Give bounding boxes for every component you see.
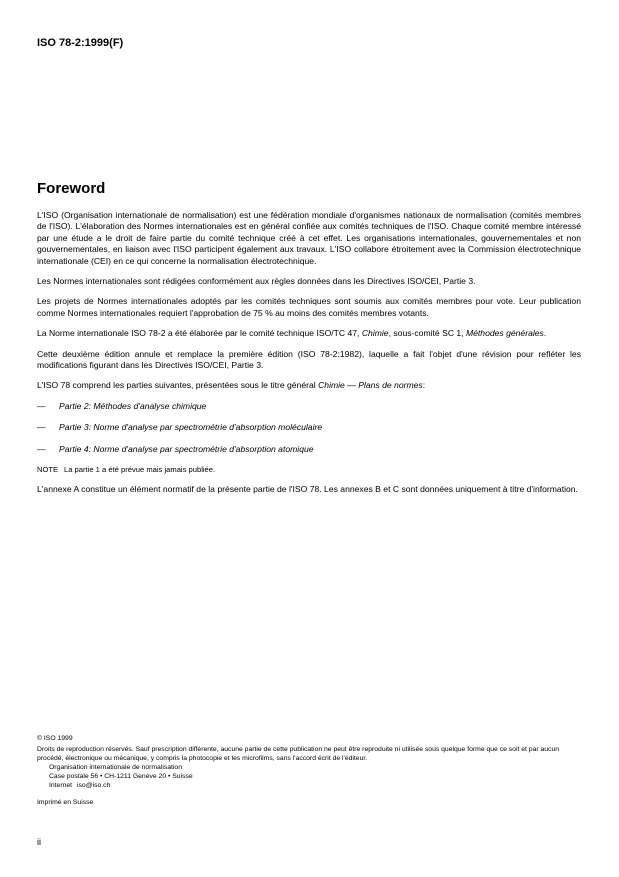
note (37, 465, 581, 475)
committee-text-1: La Norme internationale ISO 78-2 a été élaborée par le comité technique ISO/TC 47, (37, 328, 362, 339)
em-dash-marker: — (37, 400, 46, 411)
list-item (37, 444, 581, 455)
printed-in: Imprimé en Suisse (37, 799, 94, 806)
paragraph-drafting-rules: Les Normes internationales sont rédigées conformément aux règles données dans les Directives ISO/CEI, Partie 3. (37, 276, 476, 287)
paragraph-voting: Les projets de Normes internationales adoptés par les comités techniques sont soumis aux comités membres pour vote. Leur publication comme Normes internationales requiert l'approbation de 75 % au moins des comités membres votants. (37, 296, 581, 318)
part-title: Partie 3: Norme d'analyse par spectrométrie d'absorption moléculaire (59, 422, 323, 433)
publisher-name: Organisation internationale de normalisation (49, 764, 182, 771)
general-title: Chimie — Plans de normes (318, 380, 423, 391)
paragraph-annexes: L'annexe A constitue un élément normatif de la présente partie de l'ISO 78. Les annexes B et C sont données uniquement à titre d'information. (37, 484, 578, 495)
parts-intro-text-2: : (422, 380, 426, 391)
list-item (37, 422, 581, 433)
committee-text-2: , sous-comité SC 1, (388, 328, 466, 339)
subcommittee-name: Méthodes générales (465, 328, 544, 339)
copyright-footer (37, 734, 581, 807)
document-id-header: ISO 78-2:1999(F) (37, 37, 124, 49)
list-item (37, 401, 581, 412)
paragraph-iso-intro: L'ISO (Organisation internationale de normalisation) est une fédération mondiale d'organismes nationaux de normalisation (comités membres de l'ISO). L'élaboration des Normes internationales est en général confiée aux comités techniques de l'ISO. Chaque comité membre intéressé par une étude a le droit de faire partie du comité technique créé à cet effet. Les organisations internationales, gouvernementales et non gouvernementales, en liaison avec l'ISO participent également aux travaux. L'ISO collabore étroitement avec la Commission électrotechnique internationale (CEI) en ce qui concerne la normalisation électrotechnique. (37, 210, 581, 266)
parts-intro-text-1: L'ISO 78 comprend les parties suivantes, présentées sous le titre général (37, 380, 319, 391)
em-dash-marker: — (37, 422, 46, 433)
copyright-notice: © ISO 1999 (37, 735, 73, 742)
em-dash-marker: — (37, 443, 46, 454)
part-title: Partie 4: Norme d'analyse par spectrométrie d'absorption atomique (59, 443, 314, 454)
rights-statement: Droits de reproduction réservés. Sauf prescription différente, aucune partie de cette publication ne peut être reproduite ni utilisée sous quelque forme que ce soit et par aucun procédé, électronique ou mécanique, y compris la photocopie et les microfilms, sans l'accord écrit de l'éditeur. (37, 746, 560, 762)
note-text: La partie 1 a été prévue mais jamais publiée. (64, 465, 216, 475)
foreword-body (37, 210, 581, 505)
note-label: NOTE (37, 465, 59, 475)
paragraph-committee (37, 328, 581, 339)
committee-text-3: . (543, 328, 547, 339)
internet-label: Internet (49, 782, 73, 789)
paragraph-edition: Cette deuxième édition annule et remplace la première édition (ISO 78-2:1982), laquelle a fait l'objet d'une révision pour refléter les modifications figurant dans les Directives ISO/CEI, Partie 3. (37, 348, 581, 371)
page-number: ii (37, 837, 41, 847)
publisher-contact (37, 781, 581, 790)
committee-name-chimie: Chimie (361, 328, 389, 339)
paragraph-parts-intro (37, 380, 581, 391)
publisher-address: Case postale 56 • CH-1211 Genève 20 • Suisse (49, 773, 193, 780)
email-address: iso@iso.ch (77, 782, 111, 789)
part-title: Partie 2: Méthodes d'analyse chimique (59, 400, 207, 411)
foreword-heading: Foreword (37, 180, 106, 197)
